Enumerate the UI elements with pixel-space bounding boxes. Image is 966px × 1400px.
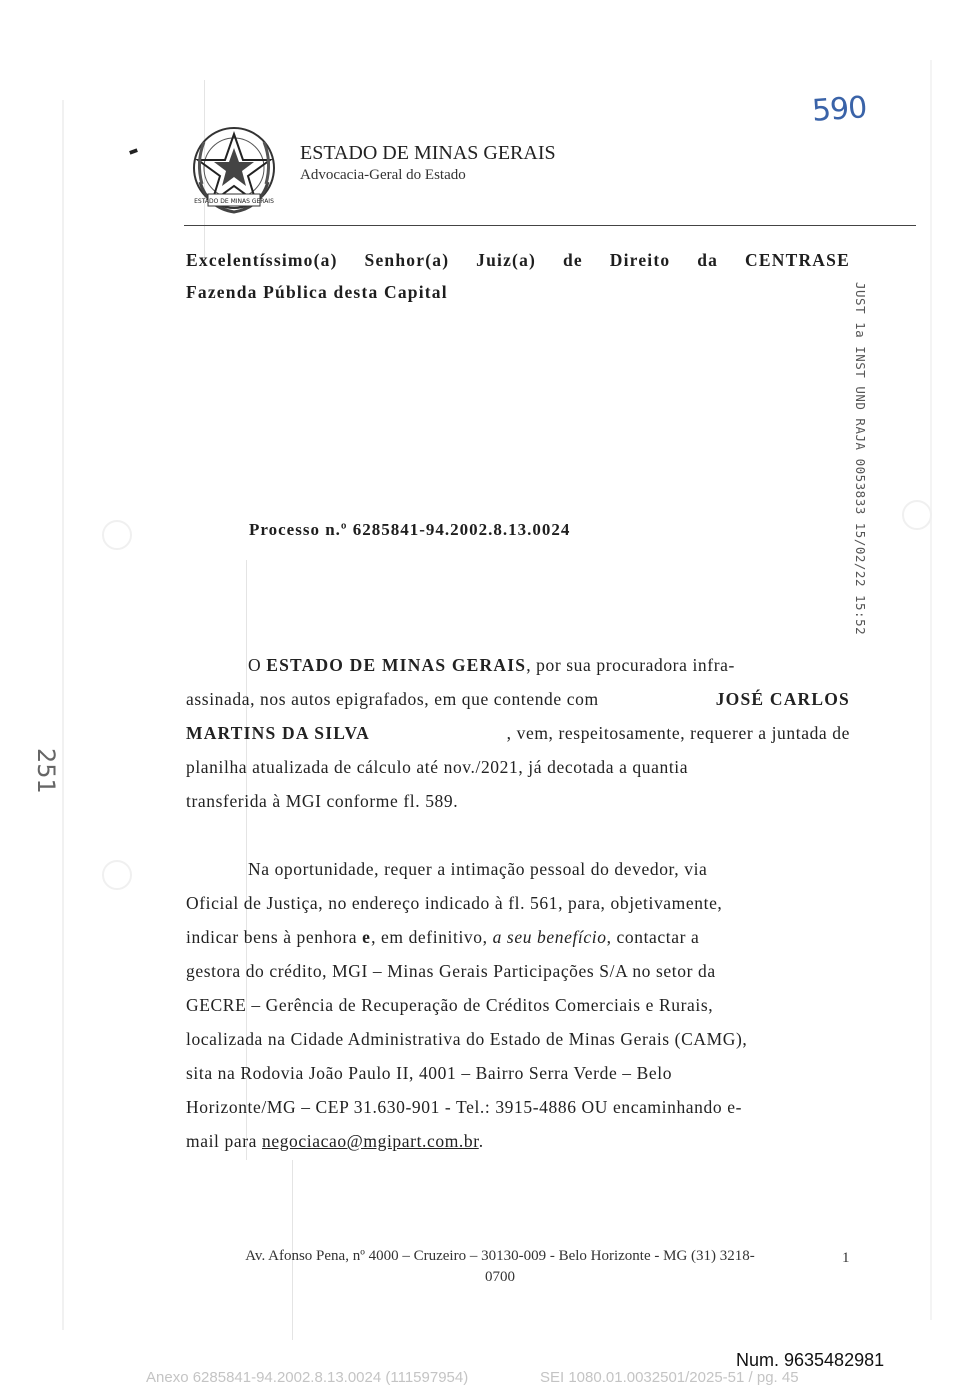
header-divider <box>184 225 916 226</box>
process-number: Processo n.º 6285841-94.2002.8.13.0024 <box>249 520 571 539</box>
paragraph-request-attachment <box>186 648 850 818</box>
paragraph-line: localizada na Cidade Administrativa do Estado de Minas Gerais (CAMG), <box>186 1029 748 1049</box>
paragraph-line: sita na Rodovia João Paulo II, 4001 – Bairro Serra Verde – Belo <box>186 1063 673 1083</box>
addressee-word: Direito <box>609 250 671 270</box>
footer-page-number: 1 <box>842 1250 850 1266</box>
addressee-word: da <box>697 250 719 270</box>
paragraph-line: mail para negociacao@mgipart.com.br. <box>186 1131 484 1151</box>
paragraph-line: assinada, nos autos epigrafados, em que contende com JOSÉ CARLOS <box>186 689 850 709</box>
paragraph-line: transferida à MGI conforme fl. 589. <box>186 791 459 811</box>
handwritten-page-number: 590 <box>810 90 868 129</box>
state-seal-icon <box>188 122 280 218</box>
scan-edge-left <box>62 100 64 1330</box>
punch-hole-mark <box>102 860 132 890</box>
paragraph-notification-request <box>186 852 850 1158</box>
paragraph-line: Horizonte/MG – CEP 31.630-901 - Tel.: 3915-4886 OU encaminhando e- <box>186 1097 742 1117</box>
document-id-number: Num. 9635482981 <box>736 1350 885 1370</box>
seal-text: ESTADO DE MINAS GERAIS <box>194 198 274 205</box>
sei-watermark: SEI 1080.01.0032501/2025-51 / pg. 45 <box>540 1369 799 1386</box>
paragraph-line: indicar bens à penhora e, em definitivo, a seu benefício, contactar a <box>186 927 700 947</box>
addressee-word: Senhor(a) <box>364 250 450 270</box>
side-handwriting: 251 <box>32 748 60 794</box>
scan-edge-right <box>930 60 932 1320</box>
paragraph-line: GECRE – Gerência de Recuperação de Créditos Comerciais e Rurais, <box>186 995 714 1015</box>
addressee-word: de <box>562 250 583 270</box>
addressee-word: Juiz(a) <box>476 250 537 270</box>
paragraph-line: MARTINS DA SILVA , vem, respeitosamente, requerer a juntada de <box>186 723 850 743</box>
paragraph-line: gestora do crédito, MGI – Minas Gerais Participações S/A no setor da <box>186 961 716 981</box>
paragraph-line: Na oportunidade, requer a intimação pessoal do devedor, via <box>248 859 708 879</box>
addressee-word: CENTRASE <box>745 250 850 270</box>
header-agency-name: Advocacia-Geral do Estado <box>300 167 466 183</box>
email-link[interactable]: negociacao@mgipart.com.br <box>261 1131 479 1151</box>
paragraph-line: O ESTADO DE MINAS GERAIS, por sua procuradora infra- <box>248 655 735 675</box>
addressee-line-1 <box>186 250 850 271</box>
addressee-line-2: Fazenda Pública desta Capital <box>186 282 448 302</box>
protocol-stamp: JUST 1a INST UND RAJA 0053833 15/02/22 15:52 <box>853 282 868 636</box>
footer-address: Av. Afonso Pena, nº 4000 – Cruzeiro – 30130-009 - Belo Horizonte - MG (31) 3218- 0700 <box>245 1248 755 1285</box>
header-state-name: ESTADO DE MINAS GERAIS <box>300 142 556 164</box>
addressee-word: Excelentíssimo(a) <box>186 250 338 270</box>
margin-mark: - <box>123 135 144 167</box>
annex-watermark: Anexo 6285841-94.2002.8.13.0024 (111597954) <box>146 1369 469 1386</box>
paragraph-line: planilha atualizada de cálculo até nov./2021, já decotada a quantia <box>186 757 689 777</box>
punch-hole-mark <box>102 520 132 550</box>
punch-hole-mark <box>902 500 932 530</box>
paragraph-line: Oficial de Justiça, no endereço indicado à fl. 561, para, objetivamente, <box>186 893 723 913</box>
